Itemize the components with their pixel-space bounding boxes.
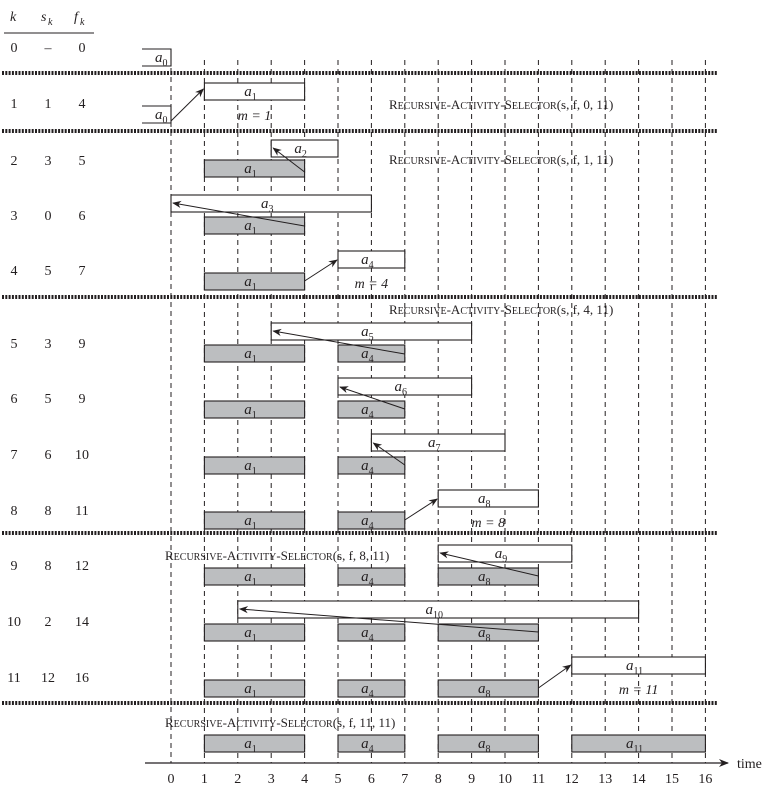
bar-label: $a_1$ bbox=[244, 736, 257, 755]
cell-f: 5 bbox=[78, 154, 86, 169]
bar-label: $a_4$ bbox=[361, 252, 374, 271]
table-row bbox=[11, 448, 90, 463]
cell-s: 0 bbox=[44, 209, 52, 224]
tick-label: 10 bbox=[498, 772, 512, 787]
activity-bars bbox=[142, 49, 705, 755]
cell-f: 9 bbox=[78, 337, 86, 352]
cell-s: 3 bbox=[44, 337, 52, 352]
arrow bbox=[405, 499, 437, 520]
tick-label: 4 bbox=[301, 772, 309, 787]
cell-k: 2 bbox=[10, 154, 18, 169]
cell-f: 0 bbox=[78, 41, 86, 56]
header-f-sub: k bbox=[80, 17, 85, 28]
table-row bbox=[11, 337, 86, 352]
activity-bar-a8 bbox=[438, 624, 538, 644]
bar-label: $a_1$ bbox=[244, 513, 257, 532]
table-row bbox=[7, 671, 89, 686]
cell-s: 5 bbox=[44, 264, 52, 279]
table-row bbox=[11, 559, 90, 574]
bar-label: $a_1$ bbox=[244, 84, 257, 103]
cell-s: 1 bbox=[44, 97, 52, 112]
activity-bar-a1 bbox=[204, 624, 304, 644]
bar-label: $a_1$ bbox=[244, 346, 257, 365]
bar-label: $a_0$ bbox=[155, 107, 168, 126]
arrow bbox=[538, 665, 570, 688]
bar-label: $a_0$ bbox=[155, 50, 168, 69]
bar-label: $a_1$ bbox=[244, 625, 257, 644]
table-row bbox=[11, 41, 86, 56]
cell-k: 6 bbox=[10, 392, 18, 407]
recursive-call-label: RECURSIVE-ACTIVITY-SELECTOR(s, f, 8, 11) bbox=[165, 548, 390, 563]
cell-f: 4 bbox=[78, 97, 86, 112]
activity-bar-a7 bbox=[371, 434, 505, 454]
activity-table bbox=[7, 41, 89, 686]
table-row bbox=[11, 264, 86, 279]
cell-k: 9 bbox=[10, 559, 18, 574]
cell-f: 11 bbox=[75, 504, 89, 519]
tick-label: 3 bbox=[267, 772, 275, 787]
activity-bar-a9 bbox=[438, 545, 572, 565]
bar-label: $a_5$ bbox=[361, 324, 374, 343]
bar-label: $a_3$ bbox=[260, 196, 274, 215]
cell-k: 11 bbox=[7, 671, 21, 686]
arrow bbox=[305, 260, 337, 281]
activity-bar-a6 bbox=[338, 378, 472, 398]
activity-bar-a1 bbox=[204, 568, 304, 588]
bar-label: $a_1$ bbox=[244, 161, 257, 180]
header-k: k bbox=[10, 10, 17, 25]
cell-k: 8 bbox=[10, 504, 18, 519]
recursive-call-label: RECURSIVE-ACTIVITY-SELECTOR(s, f, 1, 11) bbox=[389, 152, 614, 167]
bar-label: $a_4$ bbox=[361, 736, 374, 755]
tick-label: 8 bbox=[434, 772, 442, 787]
header-s: s bbox=[41, 10, 47, 25]
activity-bar-a4 bbox=[338, 568, 405, 588]
recursive-call-label: RECURSIVE-ACTIVITY-SELECTOR(s, f, 4, 11) bbox=[389, 302, 614, 317]
activity-bar-a1 bbox=[204, 217, 304, 237]
table-row bbox=[11, 154, 86, 169]
activity-bar-a10 bbox=[238, 601, 639, 621]
activity-bar-a5 bbox=[271, 323, 471, 343]
tick-label: 13 bbox=[598, 772, 613, 787]
tick-label: 11 bbox=[531, 772, 546, 787]
bar-label: $a_2$ bbox=[294, 141, 307, 160]
m-label: m = 8 bbox=[471, 516, 506, 531]
table-row bbox=[11, 209, 86, 224]
bar-label: $a_4$ bbox=[361, 681, 374, 700]
activity-bar-a8 bbox=[438, 490, 538, 510]
cell-k: 7 bbox=[10, 448, 18, 463]
activity-bar-a4 bbox=[338, 624, 405, 644]
bar-label: $a_{11}$ bbox=[626, 658, 644, 677]
activity-bar-a1 bbox=[204, 735, 304, 755]
cell-k: 10 bbox=[7, 615, 21, 630]
cell-f: 12 bbox=[75, 559, 89, 574]
cell-f: 14 bbox=[75, 615, 89, 630]
cell-k: 3 bbox=[10, 209, 18, 224]
bar-label: $a_{11}$ bbox=[626, 736, 644, 755]
activity-bar-a8 bbox=[438, 735, 538, 755]
activity-bar-a4 bbox=[338, 401, 405, 421]
activity-bar-a4 bbox=[338, 735, 405, 755]
activity-bar-a4 bbox=[338, 457, 405, 477]
bar-label: $a_4$ bbox=[361, 402, 374, 421]
cell-f: 7 bbox=[78, 264, 86, 279]
activity-bar-a11 bbox=[572, 657, 706, 677]
activity-bar-a2 bbox=[271, 140, 338, 160]
bar-label: $a_4$ bbox=[361, 569, 374, 588]
arrow bbox=[171, 89, 203, 121]
activity-bar-a1 bbox=[204, 345, 304, 365]
cell-f: 6 bbox=[78, 209, 86, 224]
activity-bar-a4 bbox=[338, 251, 405, 271]
activity-bar-a3 bbox=[171, 195, 371, 215]
cell-s: 2 bbox=[44, 615, 52, 630]
tick-label: 7 bbox=[401, 772, 409, 787]
activity-bar-a1 bbox=[204, 401, 304, 421]
cell-k: 1 bbox=[10, 97, 18, 112]
cell-s: 8 bbox=[44, 559, 52, 574]
activity-bar-a8 bbox=[438, 568, 538, 588]
bar-label: $a_1$ bbox=[244, 569, 257, 588]
header-f: f bbox=[74, 10, 78, 25]
cell-s: 5 bbox=[44, 392, 52, 407]
activity-bar-a1 bbox=[204, 457, 304, 477]
activity-bar-a8 bbox=[438, 680, 538, 700]
cell-s: 8 bbox=[44, 504, 52, 519]
tick-label: 14 bbox=[631, 772, 646, 787]
tick-label: 0 bbox=[167, 772, 175, 787]
cell-k: 0 bbox=[10, 41, 18, 56]
activity-bar-a0 bbox=[142, 106, 171, 126]
cell-f: 9 bbox=[78, 392, 86, 407]
tick-label: 15 bbox=[665, 772, 679, 787]
bar-label: $a_1$ bbox=[244, 681, 257, 700]
table-row bbox=[11, 392, 86, 407]
cell-k: 4 bbox=[10, 264, 18, 279]
activity-bar-a4 bbox=[338, 512, 405, 532]
activity-bar-a0 bbox=[142, 49, 171, 69]
bar-label: $a_4$ bbox=[361, 458, 374, 477]
cell-s: 3 bbox=[44, 154, 52, 169]
activity-bar-a11 bbox=[572, 735, 706, 755]
bar-label: $a_8$ bbox=[478, 625, 491, 644]
bar-label: $a_4$ bbox=[361, 346, 374, 365]
bar-label: $a_1$ bbox=[244, 458, 257, 477]
cell-s: 6 bbox=[44, 448, 52, 463]
bar-label: $a_1$ bbox=[244, 274, 257, 293]
m-label: m = 4 bbox=[354, 277, 389, 292]
bar-label: $a_9$ bbox=[494, 546, 508, 565]
cell-f: 10 bbox=[75, 448, 89, 463]
table-header bbox=[4, 10, 94, 33]
cell-s: – bbox=[44, 41, 52, 56]
bar-label: $a_4$ bbox=[361, 625, 374, 644]
bar-label: $a_1$ bbox=[244, 218, 257, 237]
header-s-sub: k bbox=[48, 17, 53, 28]
table-row bbox=[11, 504, 89, 519]
bar-label: $a_1$ bbox=[244, 402, 257, 421]
time-axis bbox=[145, 757, 762, 787]
bar-label: $a_6$ bbox=[394, 379, 408, 398]
bar-label: $a_8$ bbox=[478, 491, 491, 510]
cell-f: 16 bbox=[75, 671, 89, 686]
bar-label: $a_{10}$ bbox=[425, 602, 443, 621]
recursive-call-label: RECURSIVE-ACTIVITY-SELECTOR(s, f, 0, 11) bbox=[389, 97, 614, 112]
m-label: m = 1 bbox=[237, 109, 272, 124]
tick-label: 9 bbox=[468, 772, 476, 787]
activity-bar-a1 bbox=[204, 83, 304, 103]
activity-bar-a1 bbox=[204, 680, 304, 700]
activity-bar-a4 bbox=[338, 680, 405, 700]
recursive-call-label: RECURSIVE-ACTIVITY-SELECTOR(s, f, 11, 11) bbox=[165, 715, 396, 730]
activity-bar-a1 bbox=[204, 512, 304, 532]
activity-bar-a1 bbox=[204, 273, 304, 293]
bar-label: $a_7$ bbox=[427, 435, 441, 454]
tick-label: 12 bbox=[564, 772, 579, 787]
time-axis-label: time bbox=[737, 757, 762, 772]
bar-label: $a_8$ bbox=[478, 736, 491, 755]
activity-bar-a1 bbox=[204, 160, 304, 180]
bar-label: $a_4$ bbox=[361, 513, 374, 532]
bar-label: $a_8$ bbox=[478, 569, 491, 588]
tick-label: 6 bbox=[367, 772, 375, 787]
m-label: m = 11 bbox=[618, 683, 659, 698]
cell-s: 12 bbox=[41, 671, 55, 686]
tick-label: 1 bbox=[200, 772, 208, 787]
cell-k: 5 bbox=[10, 337, 18, 352]
tick-label: 5 bbox=[334, 772, 342, 787]
tick-label: 2 bbox=[234, 772, 242, 787]
table-row bbox=[7, 615, 89, 630]
tick-label: 16 bbox=[698, 772, 713, 787]
table-row bbox=[11, 97, 86, 112]
bar-label: $a_8$ bbox=[478, 681, 491, 700]
